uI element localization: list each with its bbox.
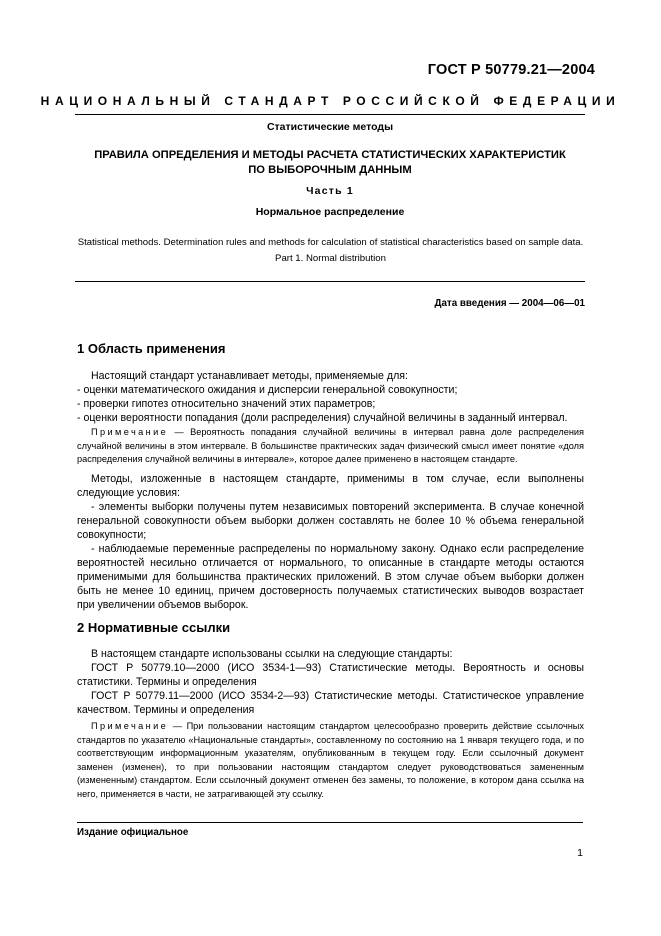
note-lead: Примечание [91,721,169,731]
note-text: — При пользовании настоящим стандартом целесообразно проверить действие ссылочных стандартов по указателю «Национальные стандарты», составленному по состоянию на 1 января текущего года, и по соответствующим информационным указателям, опубликованным в текущем году. Если ссылочный документ заменен (изменен), то при пользовании настоящим стандартом следует руководствоваться замененным (измененным) стандартом. Если ссылочный документ отменен без замены, то положение, в котором дана ссылка на него, применяется в части, не затрагивающей эту ссылку. [77,721,584,799]
note-lead: Примечание [91,427,169,437]
scope-item-3: - оценки вероятности попадания (доли распределения) случайной величины в заданный интервал. [77,412,568,424]
scope-item-1: - оценки математического ожидания и дисперсии генеральной совокупности; [77,384,458,396]
part-label: Часть 1 [306,185,354,197]
main-title-line-2: ПО ВЫБОРОЧНЫМ ДАННЫМ [248,164,412,176]
national-standard-heading: НАЦИОНАЛЬНЫЙ СТАНДАРТ РОССИЙСКОЙ ФЕДЕРАЦИИ [40,94,621,108]
condition-2: - наблюдаемые переменные распределены по нормальному закону. Однако если распределение вероятностей несильно отличается от нормального, то описанные в стандарте методы остаются применимыми для большинства практических приложений. В этом случае объем выборки должен быть не менее 10 единиц, причем достоверность получаемых статистических выводов возрастает при увеличении объемов выборок. [77,543,584,611]
title-rule [75,281,585,282]
english-title-line-2: Part 1. Normal distribution [275,253,386,264]
section-1-title: 1 Область применения [77,341,226,356]
english-title-line-1: Statistical methods. Determination rules and methods for calculation of statistical characteristics based on sample data. [77,237,584,248]
reference-1: ГОСТ Р 50779.10—2000 (ИСО 3534-1—93) Статистические методы. Вероятность и основы статистики. Термины и определения [77,662,584,688]
page-number: 1 [577,847,583,859]
main-title-line-1: ПРАВИЛА ОПРЕДЕЛЕНИЯ И МЕТОДЫ РАСЧЕТА СТАТИСТИЧЕСКИХ ХАРАКТЕРИСТИК [94,149,566,161]
section-1-lead: Настоящий стандарт устанавливает методы, применяемые для: [91,370,408,382]
note-text: — Вероятность попадания случайной величины в интервал равна доле распределения случайной величины в этом интервале. В большинстве практических задач физический смысл имеет понятие «доля распределения случайной величины в интервале», которое далее применено в настоящем стандарте. [77,427,584,464]
part-name: Нормальное распределение [255,206,405,218]
section-1-scope [77,369,584,425]
group-title: Статистические методы [266,121,394,133]
intro-date: Дата введения — 2004—06—01 [434,298,585,309]
header-rule [75,114,585,115]
standard-number: ГОСТ Р 50779.21—2004 [427,62,595,78]
scope-item-2: - проверки гипотез относительно значений этих параметров; [77,398,376,410]
condition-1: - элементы выборки получены путем независимых повторений эксперимента. В случае конечной генеральной совокупности объем выборки должен составлять не более 10 % объема генеральной совокупности; [77,501,584,541]
reference-2: ГОСТ Р 50779.11—2000 (ИСО 3534-2—93) Статистические методы. Статистическое управление качеством. Термины и определения [77,690,584,716]
footer-rule [77,822,583,823]
english-title [50,235,611,267]
section-2-lead: В настоящем стандарте использованы ссылки на следующие стандарты: [91,648,453,660]
section-2-title: 2 Нормативные ссылки [77,620,231,635]
conditions-lead: Методы, изложенные в настоящем стандарте, применимы в том случае, если выполнены следующие условия: [77,473,584,499]
main-title [75,148,585,178]
section-2-note [77,720,584,801]
edition-label: Издание официальное [77,827,189,838]
section-1-note [77,426,584,467]
